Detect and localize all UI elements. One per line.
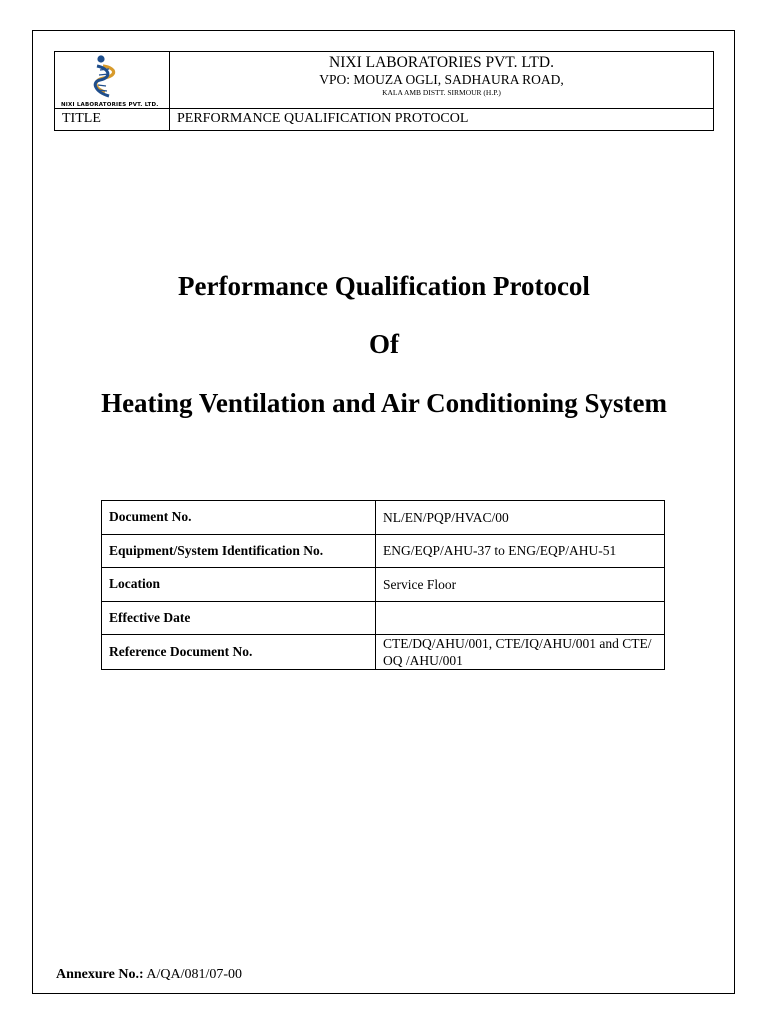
row-label: Document No. <box>102 501 376 535</box>
row-label: Effective Date <box>102 601 376 635</box>
annexure-value: A/QA/081/07-00 <box>146 967 243 982</box>
row-value <box>376 601 665 635</box>
main-title-line2: Of <box>369 329 399 359</box>
table-row <box>102 601 665 635</box>
annexure-label: Annexure No.: <box>56 967 144 982</box>
main-title-line3: Heating Ventilation and Air Conditioning System <box>101 388 667 418</box>
logo-cell <box>55 52 170 108</box>
table-row <box>102 534 665 568</box>
company-district: KALA AMB DISTT. SIRMOUR (H.P.) <box>382 88 501 97</box>
logo-caption: NIXI LABORATORIES PVT. LTD. <box>61 102 159 108</box>
table-row <box>102 501 665 535</box>
document-info-table <box>101 500 665 670</box>
title-row <box>55 108 713 130</box>
title-value: PERFORMANCE QUALIFICATION PROTOCOL <box>177 111 469 126</box>
company-name: NIXI LABORATORIES PVT. LTD. <box>329 54 554 71</box>
company-info <box>170 52 713 108</box>
table-row <box>102 635 665 670</box>
row-value: CTE/DQ/AHU/001, CTE/IQ/AHU/001 and CTE/ OQ /AHU/001 <box>376 635 665 670</box>
document-header <box>54 51 714 131</box>
title-label: TITLE <box>55 109 170 130</box>
row-value: Service Floor <box>376 568 665 602</box>
main-title-line1: Performance Qualification Protocol <box>178 271 590 301</box>
row-label: Equipment/System Identification No. <box>102 534 376 568</box>
row-value: ENG/EQP/AHU-37 to ENG/EQP/AHU-51 <box>376 534 665 568</box>
company-address: VPO: MOUZA OGLI, SADHAURA ROAD, <box>319 72 564 87</box>
annexure-number <box>56 967 242 983</box>
company-logo <box>87 54 127 100</box>
table-row <box>102 568 665 602</box>
row-value: NL/EN/PQP/HVAC/00 <box>376 501 665 535</box>
row-label: Location <box>102 568 376 602</box>
row-label: Reference Document No. <box>102 635 376 670</box>
